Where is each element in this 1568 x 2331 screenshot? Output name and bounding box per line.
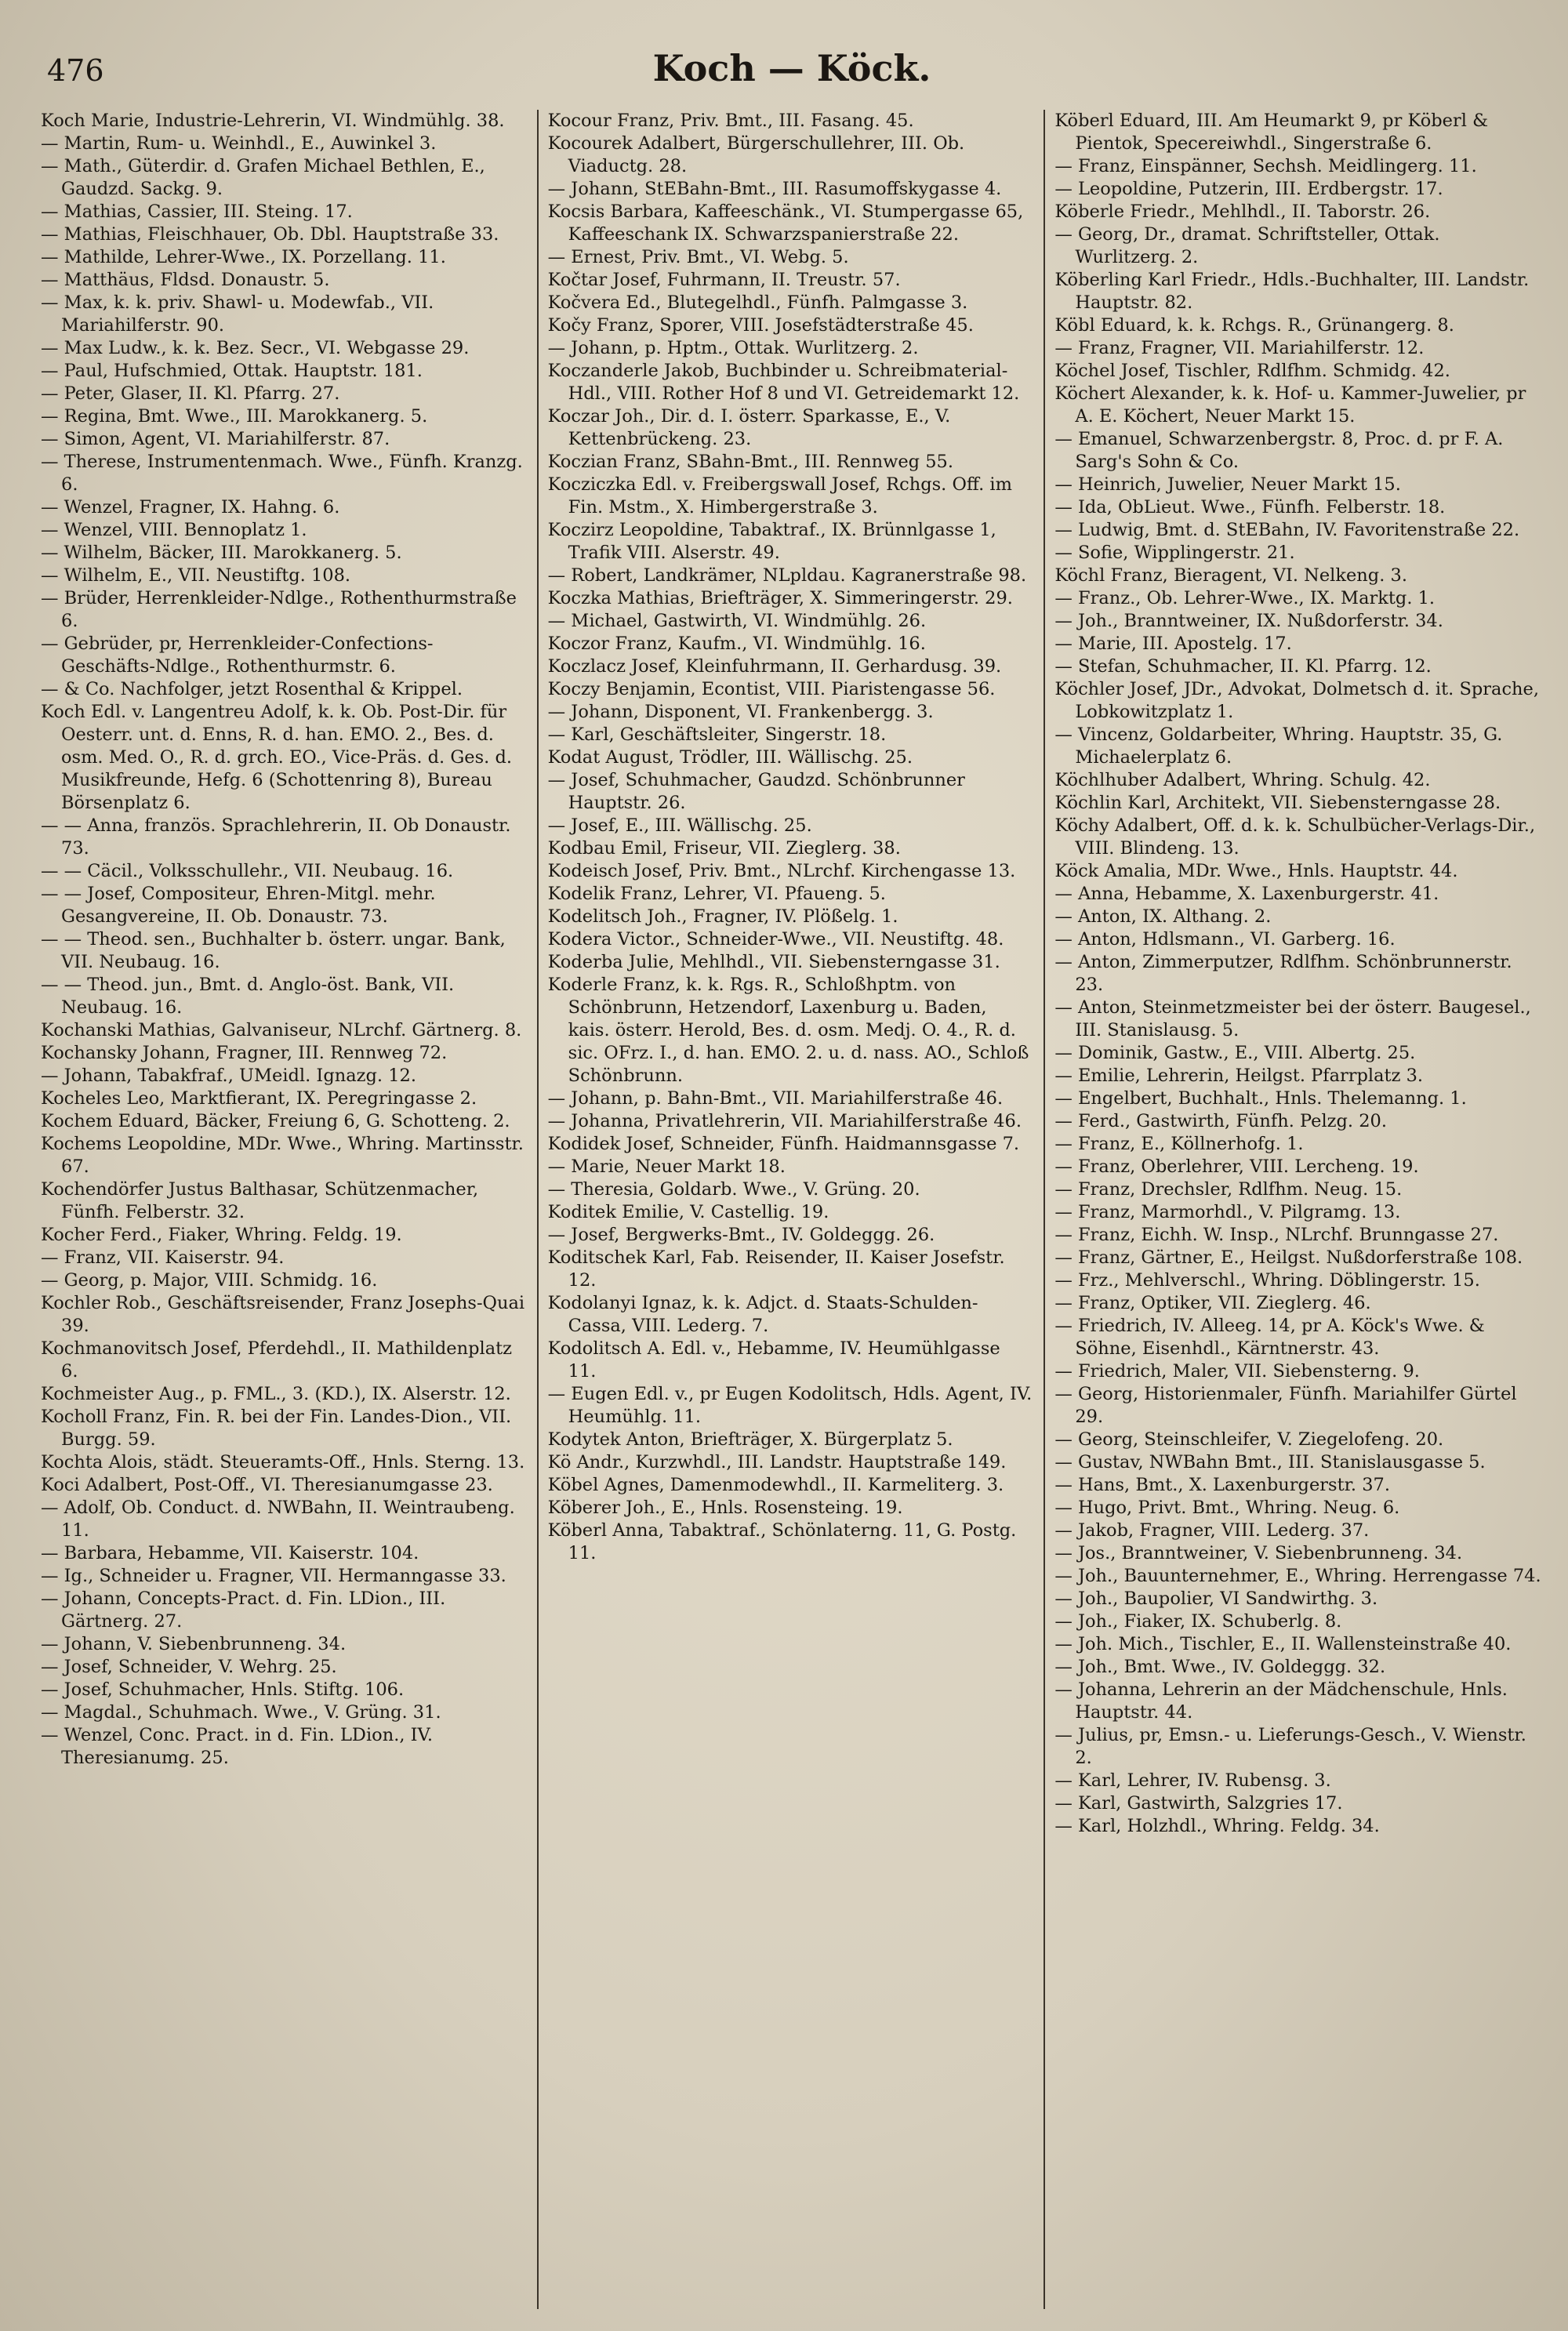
directory-columns xyxy=(31,110,1552,2309)
directory-entry: Köberle Friedr., Mehlhdl., II. Taborstr. 26. xyxy=(1054,202,1431,222)
directory-entry: Kodolanyi Ignaz, k. k. Adjct. d. Staats-Schulden-Cassa, VIII. Lederg. 7. xyxy=(547,1293,978,1336)
directory-entry: — Matthäus, Fldsd. Donaustr. 5. xyxy=(41,270,330,290)
directory-entry: Kochler Rob., Geschäftsreisender, Franz Josephs-Quai 39. xyxy=(41,1293,525,1336)
directory-entry: — Math., Güterdir. d. Grafen Michael Bethlen, E., Gaudzd. Sackg. 9. xyxy=(41,156,485,199)
directory-entry: Kocour Franz, Priv. Bmt., III. Fasang. 45. xyxy=(547,111,914,131)
directory-entry: — — Theod. sen., Buchhalter b. österr. ungar. Bank, VII. Neubaug. 16. xyxy=(41,929,506,972)
directory-entry: Köchert Alexander, k. k. Hof- u. Kammer-Juwelier, pr A. E. Köchert, Neuer Markt 15. xyxy=(1054,383,1526,427)
directory-entry: — Anton, Hdlsmann., VI. Garberg. 16. xyxy=(1054,929,1396,949)
directory-entry: — Max Ludw., k. k. Bez. Secr., VI. Webgasse 29. xyxy=(41,338,470,358)
directory-entry: — Emilie, Lehrerin, Heilgst. Pfarrplatz 3. xyxy=(1054,1066,1424,1086)
directory-entry: — Georg, Steinschleifer, V. Ziegelofeng. 20. xyxy=(1054,1429,1444,1450)
directory-entry: Köck Amalia, MDr. Wwe., Hnls. Hauptstr. 44. xyxy=(1054,861,1458,881)
directory-entry: Kochendörfer Justus Balthasar, Schützenmacher, Fünfh. Felberstr. 32. xyxy=(41,1179,479,1222)
directory-entry: — Regina, Bmt. Wwe., III. Marokkanerg. 5. xyxy=(41,406,428,427)
directory-entry: Koczirz Leopoldine, Tabaktraf., IX. Brünnlgasse 1, Trafik VIII. Alserstr. 49. xyxy=(547,520,996,563)
directory-entry: Koczanderle Jakob, Buchbinder u. Schreibmaterial-Hdl., VIII. Rother Hof 8 und VI. Getreidemarkt 12. xyxy=(547,361,1020,404)
directory-entry: — Barbara, Hebamme, VII. Kaiserstr. 104. xyxy=(41,1543,419,1563)
directory-entry: — Engelbert, Buchhalt., Hnls. Thelemanng. 1. xyxy=(1054,1088,1467,1109)
directory-entry: Koch Marie, Industrie-Lehrerin, VI. Windmühlg. 38. xyxy=(41,111,505,131)
directory-entry: Kodbau Emil, Friseur, VII. Zieglerg. 38. xyxy=(547,838,901,859)
directory-entry: — — Josef, Compositeur, Ehren-Mitgl. mehr. Gesangvereine, II. Ob. Donaustr. 73. xyxy=(41,884,436,927)
directory-entry: — Franz, Einspänner, Sechsh. Meidlingerg. 11. xyxy=(1054,156,1477,176)
directory-entry: Köberer Joh., E., Hnls. Rosensteing. 19. xyxy=(547,1498,903,1518)
directory-entry: — Franz, Oberlehrer, VIII. Lercheng. 19. xyxy=(1054,1156,1419,1177)
directory-entry: — Georg, Historienmaler, Fünfh. Mariahilfer Gürtel 29. xyxy=(1054,1384,1517,1427)
directory-entry: — Anna, Hebamme, X. Laxenburgerstr. 41. xyxy=(1054,884,1439,904)
directory-entry: Kocheles Leo, Marktfierant, IX. Peregringasse 2. xyxy=(41,1088,477,1109)
directory-entry: — Gustav, NWBahn Bmt., III. Stanislausgasse 5. xyxy=(1054,1452,1486,1472)
directory-entry: — Leopoldine, Putzerin, III. Erdbergstr. 17. xyxy=(1054,179,1443,199)
directory-entry: — Theresia, Goldarb. Wwe., V. Grüng. 20. xyxy=(547,1179,920,1200)
directory-entry: — Hans, Bmt., X. Laxenburgerstr. 37. xyxy=(1054,1475,1390,1495)
directory-entry: — Johanna, Lehrerin an der Mädchenschule, Hnls. Hauptstr. 44. xyxy=(1054,1679,1508,1723)
running-head: Koch — Köck. xyxy=(652,47,931,89)
directory-entry: — Peter, Glaser, II. Kl. Pfarrg. 27. xyxy=(41,383,340,404)
directory-entry: — Eugen Edl. v., pr Eugen Kodolitsch, Hdls. Agent, IV. Heumühlg. 11. xyxy=(547,1384,1033,1427)
directory-entry: Kočvera Ed., Blutegelhdl., Fünfh. Palmgasse 3. xyxy=(547,292,968,313)
directory-entry: — Magdal., Schuhmach. Wwe., V. Grüng. 31. xyxy=(41,1702,441,1723)
directory-entry: — Johann, Tabakfraf., UMeidl. Ignazg. 12. xyxy=(41,1066,416,1086)
directory-entry: — Simon, Agent, VI. Mariahilferstr. 87. xyxy=(41,429,390,449)
directory-entry: Koditek Emilie, V. Castellig. 19. xyxy=(547,1202,829,1222)
directory-entry: — Joh., Baupolier, VI Sandwirthg. 3. xyxy=(1054,1588,1378,1609)
directory-entry: — Friedrich, Maler, VII. Siebensterng. 9. xyxy=(1054,1361,1420,1382)
directory-entry: — Joh., Fiaker, IX. Schuberlg. 8. xyxy=(1054,1611,1342,1632)
directory-entry: — Karl, Geschäftsleiter, Singerstr. 18. xyxy=(547,724,887,745)
directory-entry: — Mathias, Fleischhauer, Ob. Dbl. Hauptstraße 33. xyxy=(41,224,499,245)
directory-entry: — Franz, Fragner, VII. Mariahilferstr. 12. xyxy=(1054,338,1425,358)
directory-entry: — Anton, IX. Althang. 2. xyxy=(1054,906,1272,927)
directory-entry: — Wilhelm, Bäcker, III. Marokkanerg. 5. xyxy=(41,543,402,563)
directory-entry: Köchlhuber Adalbert, Whring. Schulg. 42. xyxy=(1054,770,1431,790)
directory-entry: Kochmanovitsch Josef, Pferdehdl., II. Mathildenplatz 6. xyxy=(41,1338,513,1382)
directory-entry: — Johann, Disponent, VI. Frankenbergg. 3. xyxy=(547,702,934,722)
directory-entry: — Frz., Mehlverschl., Whring. Döblingerstr. 15. xyxy=(1054,1270,1480,1291)
directory-entry: — — Anna, französ. Sprachlehrerin, II. Ob Donaustr. 73. xyxy=(41,815,511,859)
directory-entry: — Joh., Branntweiner, IX. Nußdorferstr. 34. xyxy=(1054,611,1443,631)
directory-entry: — — Theod. jun., Bmt. d. Anglo-öst. Bank, VII. Neubaug. 16. xyxy=(41,975,455,1018)
directory-entry: — Ludwig, Bmt. d. StEBahn, IV. Favoritenstraße 22. xyxy=(1054,520,1520,540)
directory-entry: — Joh., Bauunternehmer, E., Whring. Herrengasse 74. xyxy=(1054,1566,1541,1586)
directory-entry: Köchel Josef, Tischler, Rdlfhm. Schmidg. 42. xyxy=(1054,361,1450,381)
directory-entry: Kochem Eduard, Bäcker, Freiung 6, G. Schotteng. 2. xyxy=(41,1111,510,1131)
directory-entry: — Adolf, Ob. Conduct. d. NWBahn, II. Weintraubeng. 11. xyxy=(41,1498,515,1541)
directory-entry: Koderba Julie, Mehlhdl., VII. Siebensterngasse 31. xyxy=(547,952,1000,972)
directory-entry: — Wilhelm, E., VII. Neustiftg. 108. xyxy=(41,565,351,586)
directory-entry: Kodera Victor., Schneider-Wwe., VII. Neustiftg. 48. xyxy=(547,929,1004,949)
directory-entry: — Ida, ObLieut. Wwe., Fünfh. Felberstr. 18. xyxy=(1054,497,1446,517)
directory-entry: Kochta Alois, städt. Steueramts-Off., Hnls. Sterng. 13. xyxy=(41,1452,525,1472)
directory-entry: — Franz, E., Köllnerhofg. 1. xyxy=(1054,1134,1304,1154)
directory-entry: — Franz, Eichh. W. Insp., NLrchf. Brunngasse 27. xyxy=(1054,1225,1499,1245)
directory-entry: Kodolitsch A. Edl. v., Hebamme, IV. Heumühlgasse 11. xyxy=(547,1338,1000,1382)
directory-entry: — Ernest, Priv. Bmt., VI. Webg. 5. xyxy=(547,247,849,267)
directory-entry: Koczar Joh., Dir. d. I. österr. Sparkasse, E., V. Kettenbrückeng. 23. xyxy=(547,406,951,449)
directory-entry: — Wenzel, Fragner, IX. Hahng. 6. xyxy=(41,497,340,517)
directory-entry: — Johann, V. Siebenbrunneng. 34. xyxy=(41,1634,347,1654)
directory-entry: — Wenzel, Conc. Pract. in d. Fin. LDion., IV. Theresianumg. 25. xyxy=(41,1725,434,1768)
directory-entry: — Jakob, Fragner, VIII. Lederg. 37. xyxy=(1054,1520,1370,1541)
directory-entry: Kodelitsch Joh., Fragner, IV. Plößelg. 1. xyxy=(547,906,898,927)
directory-entry: — Josef, Bergwerks-Bmt., IV. Goldeggg. 26. xyxy=(547,1225,935,1245)
directory-entry: Köchlin Karl, Architekt, VII. Siebensterngasse 28. xyxy=(1054,793,1501,813)
directory-entry: Kocholl Franz, Fin. R. bei der Fin. Landes-Dion., VII. Burgg. 59. xyxy=(41,1407,512,1450)
directory-entry: — Franz, Marmorhdl., V. Pilgramg. 13. xyxy=(1054,1202,1401,1222)
directory-entry: Kocher Ferd., Fiaker, Whring. Feldg. 19. xyxy=(41,1225,402,1245)
directory-entry: — Jos., Branntweiner, V. Siebenbrunneng. 34. xyxy=(1054,1543,1463,1563)
page-number: 476 xyxy=(47,53,104,88)
directory-entry: Kocourek Adalbert, Bürgerschullehrer, III. Ob. Viaductg. 28. xyxy=(547,133,965,176)
directory-entry: Köchy Adalbert, Off. d. k. k. Schulbücher-Verlags-Dir., VIII. Blindeng. 13. xyxy=(1054,815,1536,859)
directory-entry: — Joh. Mich., Tischler, E., II. Wallensteinstraße 40. xyxy=(1054,1634,1512,1654)
directory-entry: Koczian Franz, SBahn-Bmt., III. Rennweg 55. xyxy=(547,452,953,472)
directory-entry: Köbl Eduard, k. k. Rchgs. R., Grünangerg. 8. xyxy=(1054,315,1454,336)
directory-entry: Kö Andr., Kurzwhdl., III. Landstr. Hauptstraße 149. xyxy=(547,1452,1007,1472)
directory-entry: — Sofie, Wipplingerstr. 21. xyxy=(1054,543,1295,563)
column-1 xyxy=(31,110,539,2309)
directory-entry: — Franz, VII. Kaiserstr. 94. xyxy=(41,1247,285,1268)
directory-entry: Kočtar Josef, Fuhrmann, II. Treustr. 57. xyxy=(547,270,901,290)
directory-entry: — Marie, III. Apostelg. 17. xyxy=(1054,634,1292,654)
directory-entry: Koczlacz Josef, Kleinfuhrmann, II. Gerhardusg. 39. xyxy=(547,656,1002,677)
page-header xyxy=(47,47,1537,102)
directory-entry: Kodelik Franz, Lehrer, VI. Pfaueng. 5. xyxy=(547,884,886,904)
directory-entry: — Friedrich, IV. Alleeg. 14, pr A. Köck's Wwe. & Söhne, Eisenhdl., Kärntnerstr. 43. xyxy=(1054,1316,1485,1359)
directory-entry: Kocziczka Edl. v. Freibergswall Josef, Rchgs. Off. im Fin. Mstm., X. Himbergerstraße 3. xyxy=(547,474,1012,517)
directory-entry: Koch Edl. v. Langentreu Adolf, k. k. Ob. Post-Dir. für Oesterr. unt. d. Enns, R. d. han. EMO. 2., Bes. d. osm. Med. O., R. d. grch. EO., Vice-Präs. d. Ges. d. Musikfreunde, Hefg. 6 (Schottenring 8), Bureau Börsenplatz 6. xyxy=(41,702,513,813)
directory-entry: — Josef, E., III. Wällischg. 25. xyxy=(547,815,812,836)
directory-entry: — Vincenz, Goldarbeiter, Whring. Hauptstr. 35, G. Michaelerplatz 6. xyxy=(1054,724,1503,768)
directory-entry: — Brüder, Herrenkleider-Ndlge., Rothenthurmstraße 6. xyxy=(41,588,517,631)
directory-entry: — Mathilde, Lehrer-Wwe., IX. Porzellang. 11. xyxy=(41,247,446,267)
directory-entry: — Martin, Rum- u. Weinhdl., E., Auwinkel 3. xyxy=(41,133,437,154)
directory-entry: — Josef, Schuhmacher, Hnls. Stiftg. 106. xyxy=(41,1679,405,1700)
directory-entry: — Wenzel, VIII. Bennoplatz 1. xyxy=(41,520,307,540)
directory-entry: — Franz, Optiker, VII. Zieglerg. 46. xyxy=(1054,1293,1371,1313)
directory-entry: Koci Adalbert, Post-Off., VI. Theresianumgasse 23. xyxy=(41,1475,493,1495)
directory-entry: — Joh., Bmt. Wwe., IV. Goldeggg. 32. xyxy=(1054,1657,1386,1677)
directory-entry: — Dominik, Gastw., E., VIII. Albertg. 25. xyxy=(1054,1043,1416,1063)
directory-entry: Kocsis Barbara, Kaffeeschänk., VI. Stumpergasse 65, Kaffeeschank IX. Schwarzspanierstraße 22. xyxy=(547,202,1024,245)
directory-entry: Köberl Anna, Tabaktraf., Schönlaterng. 11, G. Postg. 11. xyxy=(547,1520,1017,1563)
directory-entry: — Karl, Holzhdl., Whring. Feldg. 34. xyxy=(1054,1816,1380,1836)
directory-entry: Kočy Franz, Sporer, VIII. Josefstädterstraße 45. xyxy=(547,315,974,336)
directory-entry: Koditschek Karl, Fab. Reisender, II. Kaiser Josefstr. 12. xyxy=(547,1247,1005,1291)
directory-entry: Koczy Benjamin, Econtist, VIII. Piaristengasse 56. xyxy=(547,679,996,699)
directory-entry: Kochansky Johann, Fragner, III. Rennweg 72. xyxy=(41,1043,448,1063)
directory-entry: Kodeisch Josef, Priv. Bmt., NLrchf. Kirchengasse 13. xyxy=(547,861,1016,881)
directory-entry: — Max, k. k. priv. Shawl- u. Modewfab., VII. Mariahilferstr. 90. xyxy=(41,292,434,336)
directory-entry: — — Cäcil., Volksschullehr., VII. Neubaug. 16. xyxy=(41,861,454,881)
directory-entry: — Mathias, Cassier, III. Steing. 17. xyxy=(41,202,353,222)
column-2 xyxy=(539,110,1046,2309)
directory-entry: — Josef, Schneider, V. Wehrg. 25. xyxy=(41,1657,337,1677)
directory-entry: — Julius, pr, Emsn.- u. Lieferungs-Gesch., V. Wienstr. 2. xyxy=(1054,1725,1526,1768)
directory-entry: Kochmeister Aug., p. FML., 3. (KD.), IX. Alserstr. 12. xyxy=(41,1384,511,1404)
directory-entry: — Marie, Neuer Markt 18. xyxy=(547,1156,786,1177)
directory-entry: — Emanuel, Schwarzenbergstr. 8, Proc. d. pr F. A. Sarg's Sohn & Co. xyxy=(1054,429,1504,472)
directory-entry: — Anton, Zimmerputzer, Rdlfhm. Schönbrunnerstr. 23. xyxy=(1054,952,1512,995)
directory-entry: — Georg, p. Major, VIII. Schmidg. 16. xyxy=(41,1270,378,1291)
directory-entry: — Franz., Ob. Lehrer-Wwe., IX. Marktg. 1. xyxy=(1054,588,1436,608)
directory-entry: — Franz, Gärtner, E., Heilgst. Nußdorferstraße 108. xyxy=(1054,1247,1523,1268)
directory-entry: — Josef, Schuhmacher, Gaudzd. Schönbrunner Hauptstr. 26. xyxy=(547,770,965,813)
directory-entry: — Johann, p. Hptm., Ottak. Wurlitzerg. 2. xyxy=(547,338,919,358)
directory-entry: — Johann, p. Bahn-Bmt., VII. Mariahilferstraße 46. xyxy=(547,1088,1004,1109)
directory-entry: Koczka Mathias, Briefträger, X. Simmeringerstr. 29. xyxy=(547,588,1013,608)
directory-entry: Kochanski Mathias, Galvaniseur, NLrchf. Gärtnerg. 8. xyxy=(41,1020,522,1040)
directory-entry: — Karl, Lehrer, IV. Rubensg. 3. xyxy=(1054,1770,1331,1791)
directory-entry: Köberl Eduard, III. Am Heumarkt 9, pr Köberl & Pientok, Specereiwhdl., Singerstraße 6. xyxy=(1054,111,1489,154)
directory-entry: — Johanna, Privatlehrerin, VII. Mariahilferstraße 46. xyxy=(547,1111,1022,1131)
directory-entry: — Michael, Gastwirth, VI. Windmühlg. 26. xyxy=(547,611,927,631)
directory-entry: Kodytek Anton, Briefträger, X. Bürgerplatz 5. xyxy=(547,1429,953,1450)
directory-entry: — Gebrüder, pr, Herrenkleider-Confections-Geschäfts-Ndlge., Rothenthurmstr. 6. xyxy=(41,634,434,677)
directory-entry: Köchler Josef, JDr., Advokat, Dolmetsch d. it. Sprache, Lobkowitzplatz 1. xyxy=(1054,679,1540,722)
directory-entry: Kodat August, Trödler, III. Wällischg. 25. xyxy=(547,747,913,768)
directory-entry: — & Co. Nachfolger, jetzt Rosenthal & Krippel. xyxy=(41,679,463,699)
directory-entry: — Ig., Schneider u. Fragner, VII. Hermanngasse 33. xyxy=(41,1566,506,1586)
directory-entry: — Paul, Hufschmied, Ottak. Hauptstr. 181. xyxy=(41,361,423,381)
directory-entry: Köbel Agnes, Damenmodewhdl., II. Karmeliterg. 3. xyxy=(547,1475,1004,1495)
directory-entry: Koczor Franz, Kaufm., VI. Windmühlg. 16. xyxy=(547,634,926,654)
directory-entry: Koderle Franz, k. k. Rgs. R., Schloßhptm. von Schönbrunn, Hetzendorf, Laxenburg u. Baden, kais. österr. Herold, Bes. d. osm. Medj. O. 4., R. d. sic. OFrz. I., d. han. EMO. 2. u. d. nass. AO., Schloß Schönbrunn. xyxy=(547,975,1029,1086)
directory-entry: — Robert, Landkrämer, NLpldau. Kagranerstraße 98. xyxy=(547,565,1027,586)
directory-entry: — Hugo, Privt. Bmt., Whring. Neug. 6. xyxy=(1054,1498,1400,1518)
directory-entry: — Ferd., Gastwirth, Fünfh. Pelzg. 20. xyxy=(1054,1111,1388,1131)
directory-entry: Köberling Karl Friedr., Hdls.-Buchhalter, III. Landstr. Hauptstr. 82. xyxy=(1054,270,1530,313)
directory-entry: Köchl Franz, Bieragent, VI. Nelkeng. 3. xyxy=(1054,565,1407,586)
directory-entry: — Johann, StEBahn-Bmt., III. Rasumoffskygasse 4. xyxy=(547,179,1002,199)
column-3 xyxy=(1045,110,1552,2309)
directory-entry: — Stefan, Schuhmacher, II. Kl. Pfarrg. 12. xyxy=(1054,656,1432,677)
directory-entry: — Heinrich, Juwelier, Neuer Markt 15. xyxy=(1054,474,1401,495)
directory-entry: — Georg, Dr., dramat. Schriftsteller, Ottak. Wurlitzerg. 2. xyxy=(1054,224,1440,267)
directory-entry: Kodidek Josef, Schneider, Fünfh. Haidmannsgasse 7. xyxy=(547,1134,1020,1154)
directory-entry: — Anton, Steinmetzmeister bei der österr. Baugesel., III. Stanislausg. 5. xyxy=(1054,997,1531,1040)
directory-entry: — Franz, Drechsler, Rdlfhm. Neug. 15. xyxy=(1054,1179,1403,1200)
directory-entry: Kochems Leopoldine, MDr. Wwe., Whring. Martinsstr. 67. xyxy=(41,1134,524,1177)
directory-entry: — Johann, Concepts-Pract. d. Fin. LDion., III. Gärtnerg. 27. xyxy=(41,1588,446,1632)
directory-entry: — Therese, Instrumentenmach. Wwe., Fünfh. Kranzg. 6. xyxy=(41,452,523,495)
directory-entry: — Karl, Gastwirth, Salzgries 17. xyxy=(1054,1793,1343,1814)
